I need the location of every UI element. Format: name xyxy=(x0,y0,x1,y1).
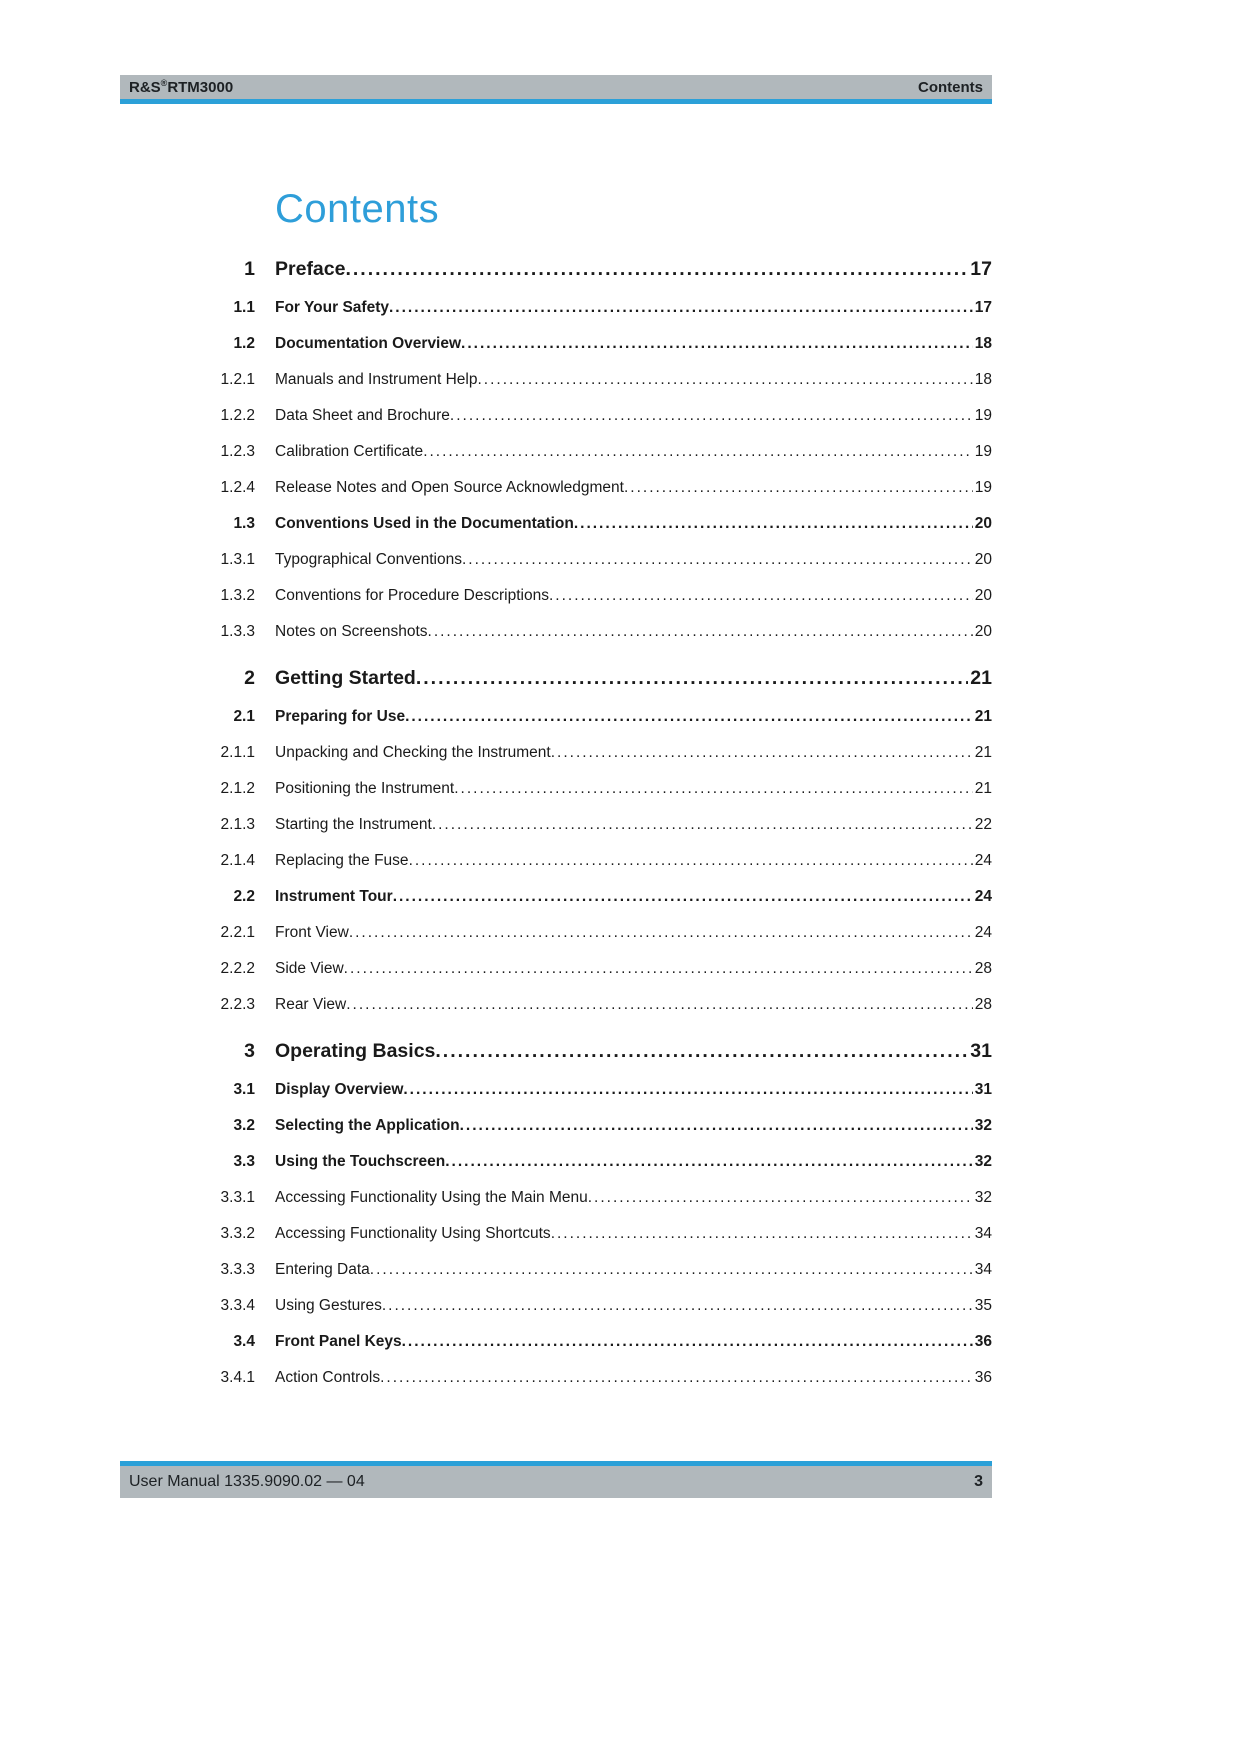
toc-entry-3-4[interactable] xyxy=(120,1331,992,1352)
toc-entry-3-3-4[interactable] xyxy=(120,1295,992,1316)
toc-entry-page: 24 xyxy=(974,924,992,941)
toc-entry-page: 36 xyxy=(974,1369,992,1386)
page-title: Contents xyxy=(275,187,440,231)
dot-leader xyxy=(382,1295,973,1316)
toc-entry-number: 1.2.2 xyxy=(220,407,255,424)
header-section-label: Contents xyxy=(918,78,983,96)
toc-entry-3-3-3[interactable] xyxy=(120,1259,992,1280)
toc-entry-title: Positioning the Instrument xyxy=(275,780,455,797)
toc-entry-title: Preparing for Use xyxy=(275,708,406,725)
toc-entry-title: Selecting the Application xyxy=(275,1117,460,1134)
toc-entry-2-1-4[interactable] xyxy=(120,850,992,871)
registered-trademark-symbol: ® xyxy=(160,77,168,88)
toc-entry-title: Using Gestures xyxy=(275,1297,382,1314)
dot-leader xyxy=(460,1115,973,1136)
toc-entry-3-3-2[interactable] xyxy=(120,1223,992,1244)
toc-entry-2-2[interactable] xyxy=(120,886,992,907)
toc-entry-number: 1.2.3 xyxy=(220,443,255,460)
toc-entry-page: 24 xyxy=(974,852,992,869)
toc-entry-page: 28 xyxy=(974,996,992,1013)
toc-entry-number: 2.2.1 xyxy=(220,924,255,941)
dot-leader xyxy=(344,958,973,979)
toc-entry-number: 3.3.1 xyxy=(220,1189,255,1206)
toc-entry-number: 1.1 xyxy=(233,299,255,316)
toc-entry-1-3-1[interactable] xyxy=(120,549,992,570)
toc-entry-3[interactable] xyxy=(120,1039,992,1064)
dot-leader xyxy=(345,257,968,282)
toc-entry-1-3[interactable] xyxy=(120,513,992,534)
toc-entry-1-2-4[interactable] xyxy=(120,477,992,498)
toc-entry-2[interactable] xyxy=(120,666,992,691)
brand-prefix: R&S xyxy=(129,78,161,96)
toc-entry-number: 3.3 xyxy=(233,1153,255,1170)
toc-entry-page: 21 xyxy=(974,708,992,725)
toc-entry-2-1-3[interactable] xyxy=(120,814,992,835)
dot-leader xyxy=(574,513,973,534)
dot-leader xyxy=(370,1259,973,1280)
toc-entry-number: 3.1 xyxy=(233,1081,255,1098)
toc-entry-title: Unpacking and Checking the Instrument xyxy=(275,744,551,761)
toc-entry-page: 19 xyxy=(974,443,992,460)
page-content xyxy=(120,185,992,1388)
dot-leader xyxy=(389,297,973,318)
dot-leader xyxy=(423,441,973,462)
dot-leader xyxy=(551,1223,973,1244)
toc-entry-number: 2.2.2 xyxy=(220,960,255,977)
toc-entry-title: Instrument Tour xyxy=(275,888,393,905)
dot-leader xyxy=(402,1331,973,1352)
toc-entry-page: 17 xyxy=(974,299,992,316)
toc-entry-page: 36 xyxy=(974,1333,992,1350)
toc-entry-2-1-2[interactable] xyxy=(120,778,992,799)
toc-entry-page: 20 xyxy=(974,515,992,532)
toc-entry-3-3[interactable] xyxy=(120,1151,992,1172)
dot-leader xyxy=(380,1367,973,1388)
toc-entry-number: 3.3.2 xyxy=(220,1225,255,1242)
toc-entry-number: 2.1.4 xyxy=(220,852,255,869)
toc-entry-title: Replacing the Fuse xyxy=(275,852,409,869)
toc-entry-number: 1.2 xyxy=(233,335,255,352)
toc-entry-title: Accessing Functionality Using Shortcuts xyxy=(275,1225,551,1242)
toc-entry-number: 2 xyxy=(244,667,255,689)
toc-entry-title: Rear View xyxy=(275,996,347,1013)
toc-entry-page: 22 xyxy=(974,816,992,833)
toc-entry-1-1[interactable] xyxy=(120,297,992,318)
dot-leader xyxy=(416,666,968,691)
toc-entry-title: Using the Touchscreen xyxy=(275,1153,446,1170)
toc-entry-title: Manuals and Instrument Help xyxy=(275,371,478,388)
toc-entry-title: Front Panel Keys xyxy=(275,1333,402,1350)
toc-entry-title: Documentation Overview xyxy=(275,335,462,352)
brand-logo xyxy=(129,79,233,96)
toc-entry-2-2-2[interactable] xyxy=(120,958,992,979)
dot-leader xyxy=(349,922,973,943)
dot-leader xyxy=(549,585,973,606)
toc-entry-page: 31 xyxy=(974,1081,992,1098)
toc-entry-number: 1.3.3 xyxy=(220,623,255,640)
toc-entry-number: 1.3.2 xyxy=(220,587,255,604)
toc-entry-2-2-1[interactable] xyxy=(120,922,992,943)
toc-entry-page: 35 xyxy=(974,1297,992,1314)
toc-entry-number: 1.2.1 xyxy=(220,371,255,388)
toc-entry-number: 1.3 xyxy=(233,515,255,532)
dot-leader xyxy=(432,814,973,835)
toc-entry-3-1[interactable] xyxy=(120,1079,992,1100)
toc-entry-page: 20 xyxy=(974,623,992,640)
toc-entry-number: 1.3.1 xyxy=(220,551,255,568)
toc-entry-page: 18 xyxy=(974,335,992,352)
toc-entry-title: Conventions for Procedure Descriptions xyxy=(275,587,549,604)
toc-entry-number: 2.2.3 xyxy=(220,996,255,1013)
toc-entry-title: Notes on Screenshots xyxy=(275,623,428,640)
toc-entry-title: Release Notes and Open Source Acknowledgment xyxy=(275,479,624,496)
toc-entry-title: Conventions Used in the Documentation xyxy=(275,515,574,532)
toc-entry-title: Preface xyxy=(275,258,346,280)
toc-entry-number: 1.2.4 xyxy=(220,479,255,496)
toc-entry-page: 18 xyxy=(974,371,992,388)
toc-entry-title: Entering Data xyxy=(275,1261,370,1278)
toc-entry-2-2-3[interactable] xyxy=(120,994,992,1015)
dot-leader xyxy=(450,405,973,426)
toc-entry-page: 20 xyxy=(974,551,992,568)
toc-entry-title: Starting the Instrument xyxy=(275,816,432,833)
toc-entry-number: 3.4.1 xyxy=(220,1369,255,1386)
toc-entry-number: 1 xyxy=(244,258,255,280)
table-of-contents xyxy=(120,257,992,1388)
toc-entry-3-2[interactable] xyxy=(120,1115,992,1136)
toc-entry-number: 2.1.2 xyxy=(220,780,255,797)
toc-entry-page: 21 xyxy=(974,780,992,797)
dot-leader xyxy=(461,333,973,354)
dot-leader xyxy=(405,706,973,727)
toc-entry-2-1-1[interactable] xyxy=(120,742,992,763)
toc-entry-page: 34 xyxy=(974,1261,992,1278)
toc-entry-number: 2.2 xyxy=(233,888,255,905)
document-header xyxy=(120,75,992,104)
toc-entry-page: 17 xyxy=(970,258,992,280)
toc-entry-number: 3.3.4 xyxy=(220,1297,255,1314)
brand-model: RTM3000 xyxy=(167,78,234,96)
dot-leader xyxy=(428,621,973,642)
toc-entry-page: 28 xyxy=(974,960,992,977)
toc-entry-page: 19 xyxy=(974,407,992,424)
toc-entry-2-1[interactable] xyxy=(120,706,992,727)
footer-page-number: 3 xyxy=(974,1473,983,1490)
toc-entry-1-2-3[interactable] xyxy=(120,441,992,462)
toc-entry-page: 34 xyxy=(974,1225,992,1242)
dot-leader xyxy=(462,549,973,570)
toc-entry-1-3-2[interactable] xyxy=(120,585,992,606)
dot-leader xyxy=(445,1151,973,1172)
toc-entry-1-2-2[interactable] xyxy=(120,405,992,426)
toc-entry-number: 3.2 xyxy=(233,1117,255,1134)
toc-entry-1-2[interactable] xyxy=(120,333,992,354)
toc-entry-title: Calibration Certificate xyxy=(275,443,424,460)
toc-entry-title: Data Sheet and Brochure xyxy=(275,407,450,424)
document-footer xyxy=(120,1461,992,1498)
toc-entry-title: Accessing Functionality Using the Main Menu xyxy=(275,1189,588,1206)
dot-leader xyxy=(477,369,972,390)
toc-entry-number: 2.1.1 xyxy=(220,744,255,761)
dot-leader xyxy=(624,477,973,498)
dot-leader xyxy=(393,886,973,907)
toc-entry-number: 3 xyxy=(244,1040,255,1062)
toc-entry-3-3-1[interactable] xyxy=(120,1187,992,1208)
toc-entry-1-2-1[interactable] xyxy=(120,369,992,390)
dot-leader xyxy=(454,778,973,799)
toc-entry-title: Front View xyxy=(275,924,349,941)
toc-entry-page: 31 xyxy=(970,1040,992,1062)
toc-entry-page: 24 xyxy=(974,888,992,905)
toc-entry-page: 19 xyxy=(974,479,992,496)
toc-entry-page: 21 xyxy=(974,744,992,761)
toc-entry-title: Typographical Conventions xyxy=(275,551,462,568)
toc-entry-title: Action Controls xyxy=(275,1369,381,1386)
dot-leader xyxy=(346,994,973,1015)
toc-entry-number: 3.4 xyxy=(233,1333,255,1350)
toc-entry-title: Operating Basics xyxy=(275,1040,436,1062)
toc-entry-number: 2.1.3 xyxy=(220,816,255,833)
toc-entry-number: 3.3.3 xyxy=(220,1261,255,1278)
dot-leader xyxy=(403,1079,972,1100)
dot-leader xyxy=(588,1187,973,1208)
toc-entry-page: 32 xyxy=(974,1189,992,1206)
toc-entry-title: Display Overview xyxy=(275,1081,404,1098)
toc-entry-title: Side View xyxy=(275,960,344,977)
toc-entry-page: 32 xyxy=(974,1117,992,1134)
toc-entry-title: For Your Safety xyxy=(275,299,389,316)
toc-entry-3-4-1[interactable] xyxy=(120,1367,992,1388)
toc-entry-page: 32 xyxy=(974,1153,992,1170)
dot-leader xyxy=(435,1039,968,1064)
dot-leader xyxy=(551,742,973,763)
toc-entry-title: Getting Started xyxy=(275,667,416,689)
toc-entry-1[interactable] xyxy=(120,257,992,282)
dot-leader xyxy=(409,850,973,871)
footer-manual-id: User Manual 1335.9090.02 — 04 xyxy=(129,1473,365,1490)
toc-entry-page: 20 xyxy=(974,587,992,604)
toc-entry-number: 2.1 xyxy=(233,708,255,725)
toc-entry-page: 21 xyxy=(970,667,992,689)
toc-entry-1-3-3[interactable] xyxy=(120,621,992,642)
